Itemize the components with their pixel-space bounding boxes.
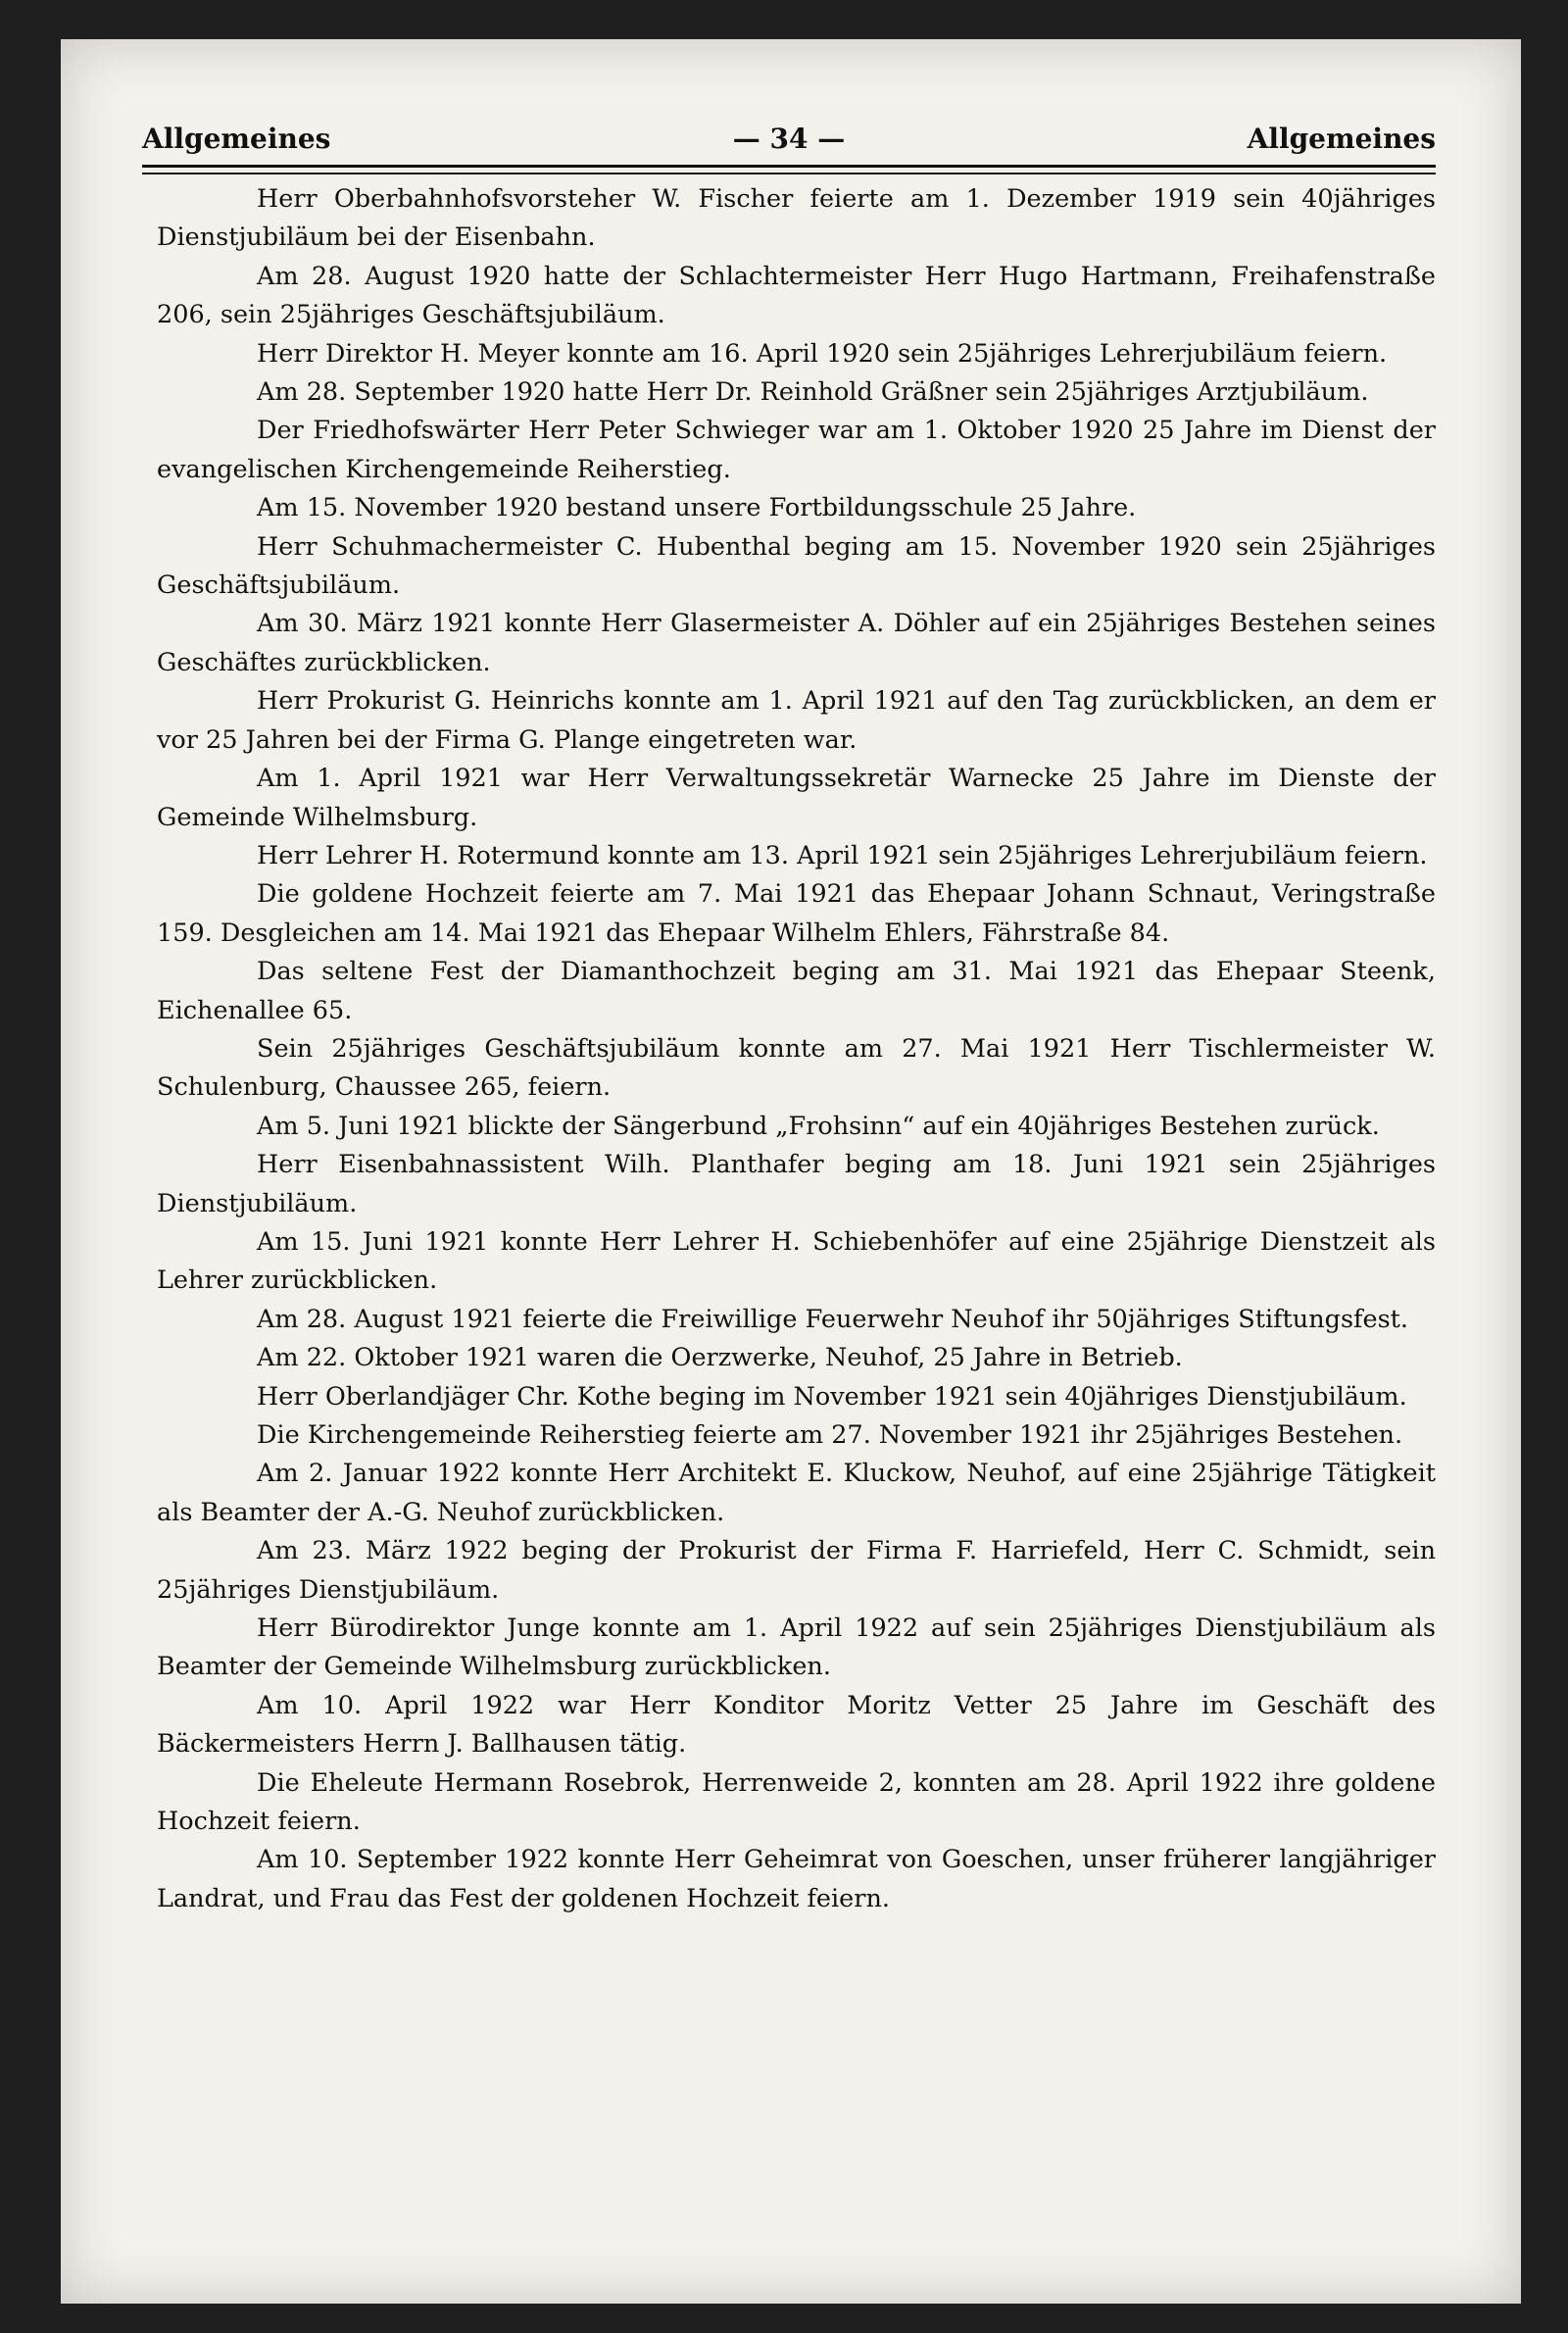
paragraph: Am 15. Juni 1921 konnte Herr Lehrer H. Schiebenhöfer auf eine 25jährige Dienstzeit als Lehrer zurückblicken.	[157, 1226, 1436, 1296]
paragraph: Am 28. August 1920 hatte der Schlachtermeister Herr Hugo Hartmann, Freihafenstraße 206, sein 25jähriges Geschäftsjubiläum.	[157, 261, 1436, 330]
paragraph: Am 28. September 1920 hatte Herr Dr. Reinhold Gräßner sein 25jähriges Arztjubiläum.	[257, 377, 1369, 408]
header-section-right: Allgemeines	[1247, 123, 1436, 155]
header-rule-thin	[142, 173, 1436, 174]
running-header	[142, 123, 1436, 162]
paragraph: Am 15. November 1920 bestand unsere Fortbildungsschule 25 Jahre.	[257, 493, 1137, 523]
paragraph: Herr Schuhmachermeister C. Hubenthal beging am 15. November 1920 sein 25jähriges Geschäftsjubiläum.	[157, 531, 1436, 601]
paragraph: Herr Prokurist G. Heinrichs konnte am 1. April 1921 auf den Tag zurückblicken, an dem er vor 25 Jahren bei der Firma G. Plange eingetreten war.	[157, 686, 1436, 755]
paragraph: Am 5. Juni 1921 blickte der Sängerbund „Frohsinn“ auf ein 40jähriges Bestehen zurück.	[257, 1111, 1380, 1141]
paragraph: Sein 25jähriges Geschäftsjubiläum konnte am 27. Mai 1921 Herr Tischlermeister W. Schulenburg, Chaussee 265, feiern.	[157, 1033, 1436, 1103]
paragraph: Am 23. März 1922 beging der Prokurist der Firma F. Harriefeld, Herr C. Schmidt, sein 25jähriges Dienstjubiläum.	[157, 1536, 1436, 1605]
paragraph: Am 10. April 1922 war Herr Konditor Moritz Vetter 25 Jahre im Geschäft des Bäckermeisters Herrn J. Ballhausen tätig.	[157, 1690, 1436, 1760]
paragraph: Herr Bürodirektor Junge konnte am 1. April 1922 auf sein 25jähriges Dienstjubiläum als Beamter der Gemeinde Wilhelmsburg zurückblicken.	[157, 1613, 1436, 1682]
paragraph: Am 2. Januar 1922 konnte Herr Architekt E. Kluckow, Neuhof, auf eine 25jährige Tätigkeit als Beamter der A.-G. Neuhof zurückblicken.	[157, 1459, 1436, 1527]
paragraph: Herr Direktor H. Meyer konnte am 16. April 1920 sein 25jähriges Lehrerjubiläum feiern.	[257, 338, 1388, 369]
paragraph: Der Friedhofswärter Herr Peter Schwieger war am 1. Oktober 1920 25 Jahre im Dienst der evangelischen Kirchengemeinde Reiherstieg.	[157, 416, 1436, 484]
paragraph: Am 1. April 1921 war Herr Verwaltungssekretär Warnecke 25 Jahre im Dienste der Gemeinde Wilhelmsburg.	[157, 764, 1436, 832]
paragraph: Die Kirchengemeinde Reiherstieg feierte am 27. November 1921 ihr 25jähriges Bestehen.	[257, 1420, 1403, 1450]
paragraph: Am 28. August 1921 feierte die Freiwillige Feuerwehr Neuhof ihr 50jähriges Stiftungsfest.	[257, 1304, 1409, 1334]
paragraph: Herr Oberbahnhofsvorsteher W. Fischer feierte am 1. Dezember 1919 sein 40jähriges Dienstjubiläum bei der Eisenbahn.	[157, 184, 1436, 253]
paragraph: Am 10. September 1922 konnte Herr Geheimrat von Goeschen, unser früherer langjähriger Landrat, und Frau das Fest der goldenen Hochzeit feiern.	[157, 1845, 1436, 1913]
paragraph: Am 30. März 1921 konnte Herr Glasermeister A. Döhler auf ein 25jähriges Bestehen seines Geschäftes zurückblicken.	[157, 609, 1436, 677]
paragraph: Das seltene Fest der Diamanthochzeit beging am 31. Mai 1921 das Ehepaar Steenk, Eichenallee 65.	[157, 957, 1436, 1025]
paragraph: Herr Oberlandjäger Chr. Kothe beging im November 1921 sein 40jähriges Dienstjubiläum.	[257, 1381, 1407, 1412]
paragraph: Die goldene Hochzeit feierte am 7. Mai 1921 das Ehepaar Johann Schnaut, Veringstraße 159. Desgleichen am 14. Mai 1921 das Ehepaar Wilhelm Ehlers, Fährstraße 84.	[157, 879, 1436, 948]
paragraph: Herr Eisenbahnassistent Wilh. Planthafer beging am 18. Juni 1921 sein 25jähriges Dienstjubiläum.	[157, 1150, 1436, 1218]
header-rule-thick	[142, 165, 1436, 168]
paragraph: Die Eheleute Hermann Rosebrok, Herrenweide 2, konnten am 28. April 1922 ihre goldene Hochzeit feiern.	[157, 1767, 1436, 1837]
page-number: — 34 —	[732, 123, 846, 155]
paragraph: Herr Lehrer H. Rotermund konnte am 13. April 1921 sein 25jähriges Lehrerjubiläum feiern.	[257, 840, 1428, 870]
text-body	[157, 180, 1436, 1918]
paragraph: Am 22. Oktober 1921 waren die Oerzwerke, Neuhof, 25 Jahre in Betrieb.	[257, 1343, 1183, 1373]
header-section-left: Allgemeines	[142, 123, 331, 155]
